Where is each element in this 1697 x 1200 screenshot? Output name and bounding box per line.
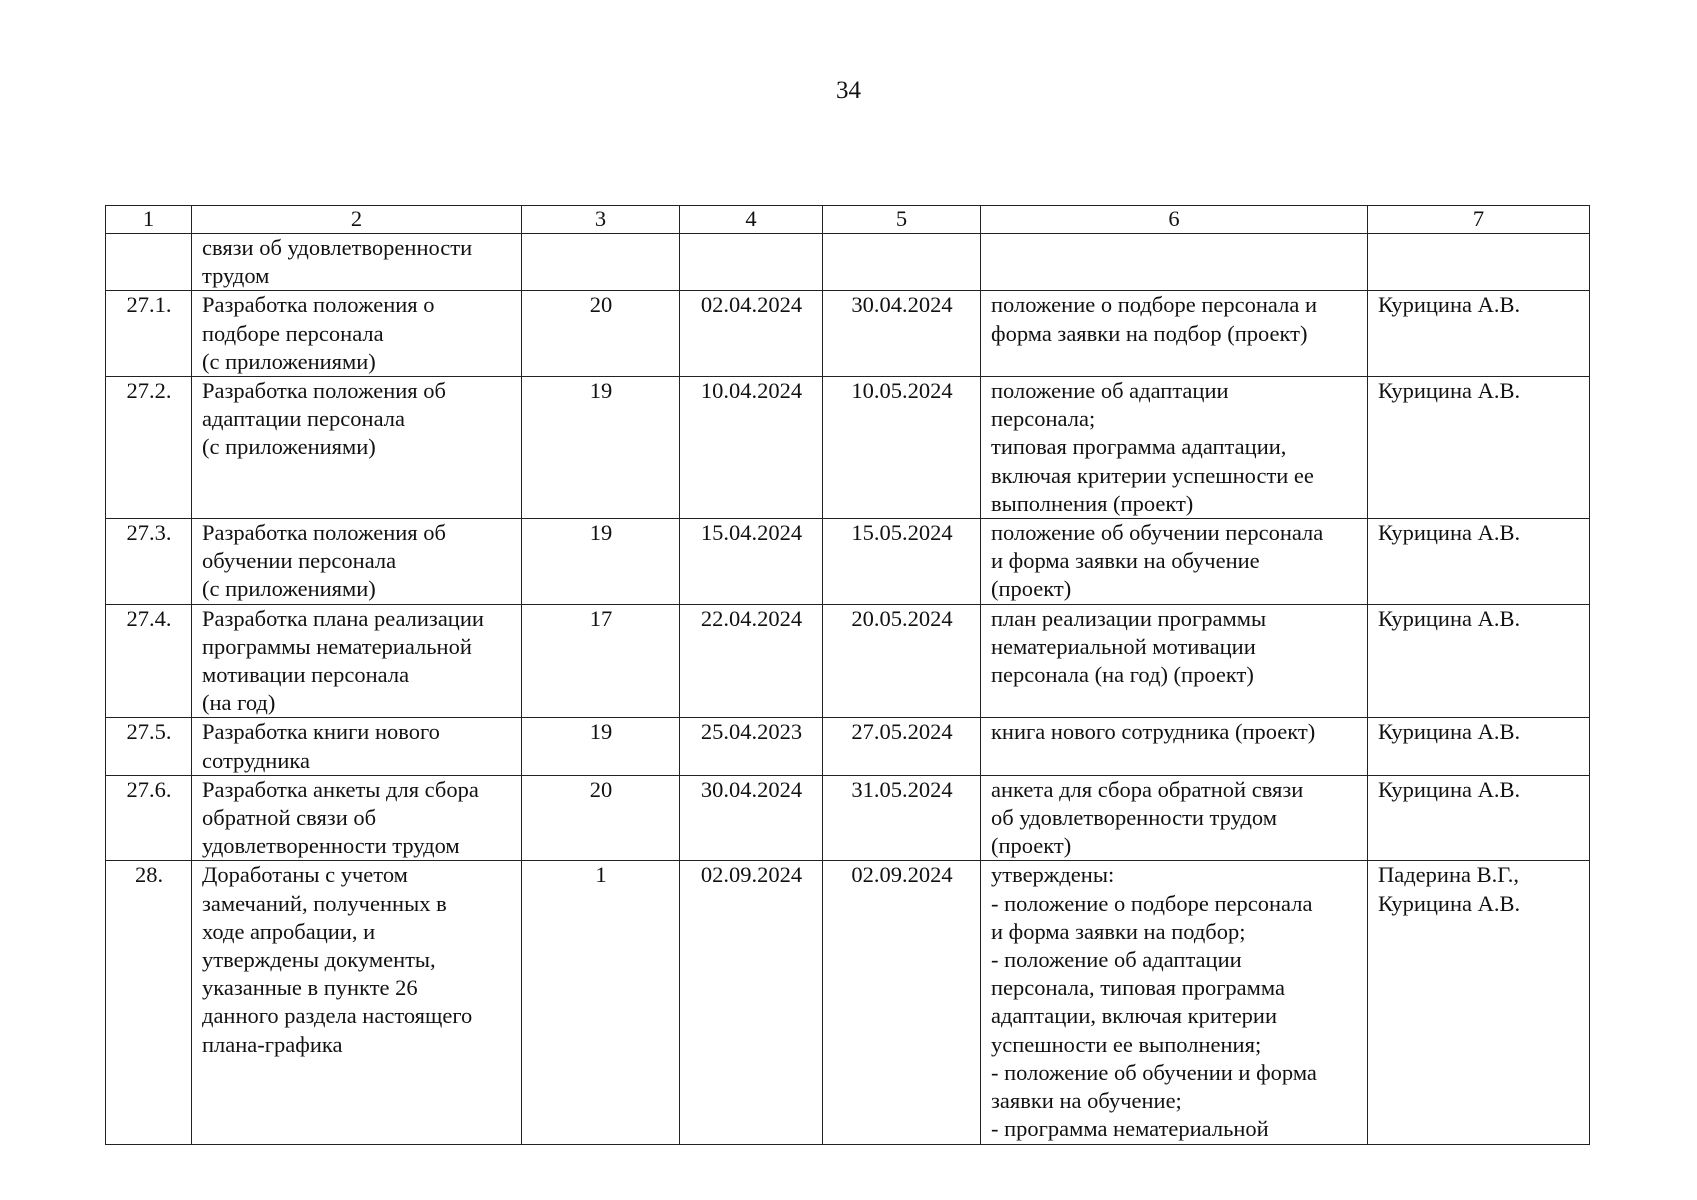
responsible-person: Курицина А.В.	[1368, 718, 1590, 775]
expected-result: анкета для сбора обратной связи об удовлетворенности трудом (проект)	[981, 775, 1368, 861]
duration-days: 19	[522, 519, 680, 605]
expected-result: положение о подборе персонала и форма заявки на подбор (проект)	[981, 291, 1368, 377]
start-date: 10.04.2024	[680, 377, 823, 519]
row-number	[106, 234, 192, 291]
column-header: 2	[192, 206, 522, 234]
responsible-person: Курицина А.В.	[1368, 377, 1590, 519]
duration-days: 1	[522, 861, 680, 1144]
start-date: 02.04.2024	[680, 291, 823, 377]
end-date: 31.05.2024	[823, 775, 981, 861]
column-header: 4	[680, 206, 823, 234]
column-header: 1	[106, 206, 192, 234]
task-description: Разработка положения о подборе персонала (с приложениями)	[192, 291, 522, 377]
end-date	[823, 234, 981, 291]
task-description: Разработка положения об обучении персонала (с приложениями)	[192, 519, 522, 605]
responsible-person: Курицина А.В.	[1368, 604, 1590, 718]
start-date: 15.04.2024	[680, 519, 823, 605]
column-header: 3	[522, 206, 680, 234]
end-date: 15.05.2024	[823, 519, 981, 605]
table-row	[106, 234, 1590, 291]
duration-days: 20	[522, 291, 680, 377]
expected-result	[981, 234, 1368, 291]
task-description: Разработка анкеты для сбора обратной связи об удовлетворенности трудом	[192, 775, 522, 861]
end-date: 02.09.2024	[823, 861, 981, 1144]
table-row	[106, 718, 1590, 775]
column-header: 6	[981, 206, 1368, 234]
table-row	[106, 519, 1590, 605]
table-row	[106, 291, 1590, 377]
responsible-person	[1368, 234, 1590, 291]
end-date: 30.04.2024	[823, 291, 981, 377]
row-number: 28.	[106, 861, 192, 1144]
row-number: 27.5.	[106, 718, 192, 775]
column-header: 5	[823, 206, 981, 234]
start-date: 02.09.2024	[680, 861, 823, 1144]
row-number: 27.2.	[106, 377, 192, 519]
column-header: 7	[1368, 206, 1590, 234]
start-date: 25.04.2023	[680, 718, 823, 775]
table-row	[106, 861, 1590, 1144]
table-row	[106, 775, 1590, 861]
start-date	[680, 234, 823, 291]
responsible-person: Курицина А.В.	[1368, 519, 1590, 605]
start-date: 30.04.2024	[680, 775, 823, 861]
start-date: 22.04.2024	[680, 604, 823, 718]
expected-result: книга нового сотрудника (проект)	[981, 718, 1368, 775]
duration-days: 19	[522, 377, 680, 519]
task-description: Доработаны с учетом замечаний, полученных в ходе апробации, и утверждены документы, указанные в пункте 26 данного раздела настоящего плана-графика	[192, 861, 522, 1144]
row-number: 27.6.	[106, 775, 192, 861]
table-row	[106, 377, 1590, 519]
end-date: 10.05.2024	[823, 377, 981, 519]
responsible-person: Курицина А.В.	[1368, 291, 1590, 377]
task-description: связи об удовлетворенности трудом	[192, 234, 522, 291]
row-number: 27.1.	[106, 291, 192, 377]
expected-result: план реализации программы нематериальной мотивации персонала (на год) (проект)	[981, 604, 1368, 718]
duration-days: 17	[522, 604, 680, 718]
task-description: Разработка плана реализации программы нематериальной мотивации персонала (на год)	[192, 604, 522, 718]
task-description: Разработка книги нового сотрудника	[192, 718, 522, 775]
expected-result: положение об адаптации персонала; типовая программа адаптации, включая критерии успешности ее выполнения (проект)	[981, 377, 1368, 519]
table-row	[106, 604, 1590, 718]
responsible-person: Курицина А.В.	[1368, 775, 1590, 861]
end-date: 27.05.2024	[823, 718, 981, 775]
task-description: Разработка положения об адаптации персонала (с приложениями)	[192, 377, 522, 519]
table-header-row	[106, 206, 1590, 234]
duration-days: 19	[522, 718, 680, 775]
page-number: 34	[836, 77, 861, 104]
expected-result: утверждены: - положение о подборе персонала и форма заявки на подбор; - положение об адаптации персонала, типовая программа адаптации, включая критерии успешности ее выполнения; - положение об обучении и форма заявки на обучение; - программа нематериальной	[981, 861, 1368, 1144]
row-number: 27.4.	[106, 604, 192, 718]
plan-schedule-table	[105, 205, 1590, 1145]
duration-days: 20	[522, 775, 680, 861]
responsible-person: Падерина В.Г., Курицина А.В.	[1368, 861, 1590, 1144]
duration-days	[522, 234, 680, 291]
end-date: 20.05.2024	[823, 604, 981, 718]
row-number: 27.3.	[106, 519, 192, 605]
expected-result: положение об обучении персонала и форма заявки на обучение (проект)	[981, 519, 1368, 605]
